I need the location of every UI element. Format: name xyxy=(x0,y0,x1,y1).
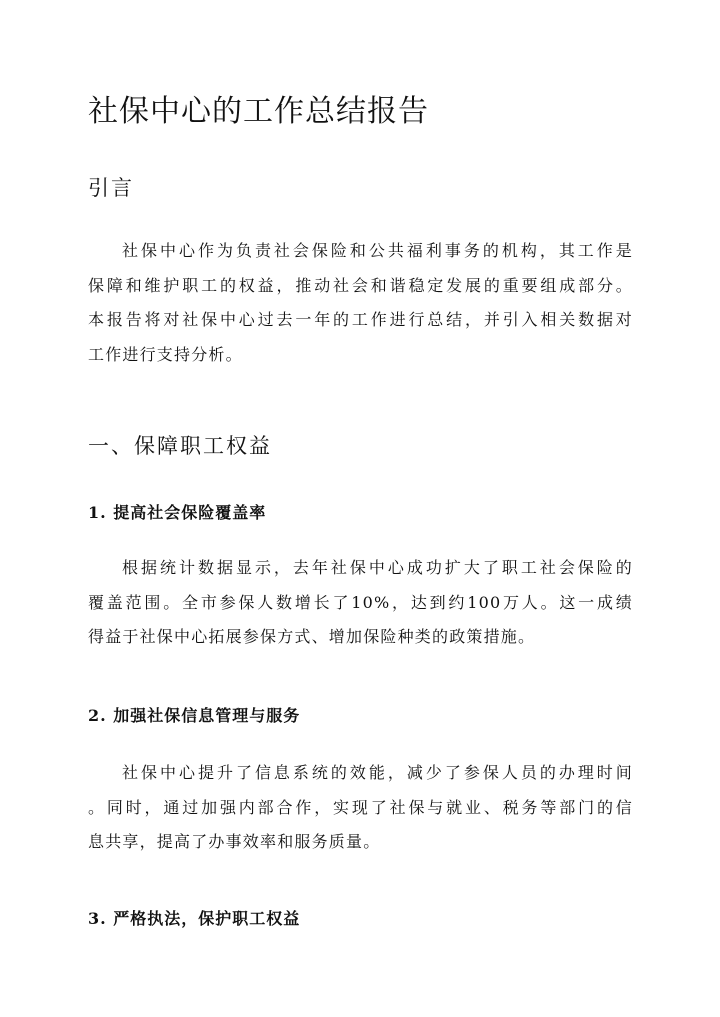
document-title: 社保中心的工作总结报告 xyxy=(88,94,429,129)
paragraph-line: 根据统计数据显示，去年社保中心成功扩大了职工社会保险的 xyxy=(122,558,633,577)
paragraph-line: 得益于社保中心拓展参保方式、增加保险种类的政策措施。 xyxy=(88,627,536,646)
paragraph-line: 本报告将对社保中心过去一年的工作进行总结，并引入相关数据对 xyxy=(88,310,633,329)
section-1-heading: 一、保障职工权益 xyxy=(88,434,272,458)
paragraph-line: 保障和维护职工的权益，推动社会和谐稳定发展的重要组成部分。 xyxy=(88,275,633,295)
subsection-3-heading: 3. 严格执法，保护职工权益 xyxy=(88,909,301,928)
subsection-2-heading: 2. 加强社保信息管理与服务 xyxy=(88,706,301,725)
subsection-2-paragraph xyxy=(88,759,633,863)
paragraph-line: 。同时，通过加强内部合作，实现了社保与就业、税务等部门的信 xyxy=(88,797,633,817)
paragraph-line: 工作进行支持分析。 xyxy=(88,344,243,364)
paragraph-line: 社保中心提升了信息系统的效能，减少了参保人员的办理时间 xyxy=(122,763,633,782)
intro-heading: 引言 xyxy=(88,176,134,200)
paragraph-line: 社保中心作为负责社会保险和公共福利事务的机构，其工作是 xyxy=(122,241,633,260)
subsection-1-heading: 1. 提高社会保险覆盖率 xyxy=(88,503,267,522)
intro-paragraph xyxy=(88,237,633,375)
subsection-1-paragraph xyxy=(88,554,633,658)
paragraph-line: 覆盖范围。全市参保人数增长了10%，达到约100万人。这一成绩 xyxy=(88,592,633,612)
paragraph-line: 息共享，提高了办事效率和服务质量。 xyxy=(88,832,381,851)
